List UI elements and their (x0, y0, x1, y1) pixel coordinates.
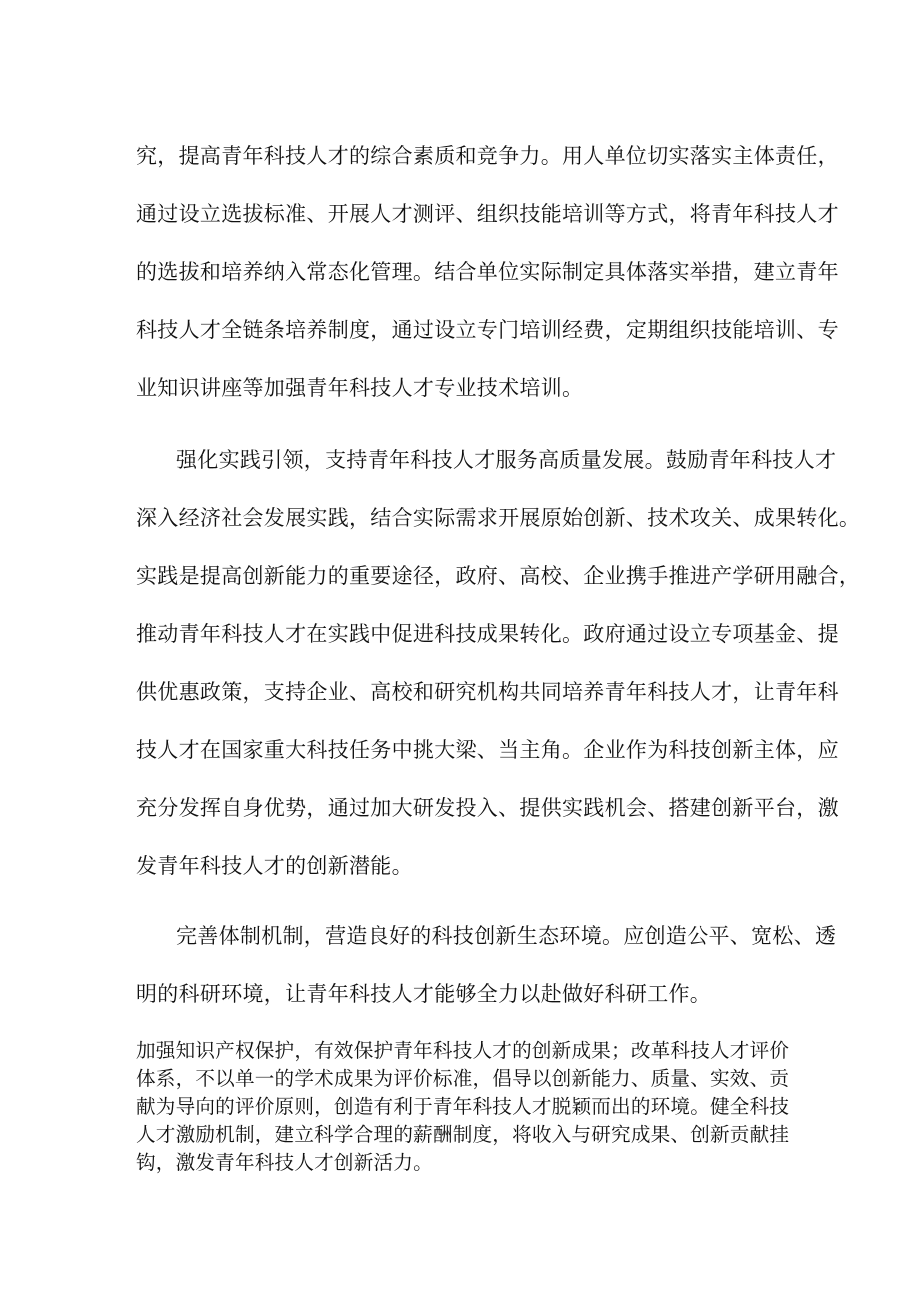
paragraph-2-line-4: 推动青年科技人才在实践中促进科技成果转化。政府通过设立专项基金、提 (136, 622, 839, 646)
paragraph-4-line-1: 加强知识产权保护，有效保护青年科技人才的创新成果；改革科技人才评价 (136, 1039, 790, 1062)
paragraph-1-line-5: 业知识讲座等加强青年科技人才专业技术培训。 (136, 376, 584, 400)
paragraph-2-line-7: 充分发挥自身优势，通过加大研发投入、提供实践机会、搭建创新平台，激 (136, 796, 839, 820)
paragraph-3-line-1: 完善体制机制，营造良好的科技创新生态环境。应创造公平、宽松、透 (176, 924, 837, 948)
paragraph-2-line-8: 发青年科技人才的创新潜能。 (136, 854, 413, 878)
paragraph-2-line-1: 强化实践引领，支持青年科技人才服务高质量发展。鼓励青年科技人才 (176, 448, 837, 472)
paragraph-2-line-5: 供优惠政策，支持企业、高校和研究机构共同培养青年科技人才，让青年科 (136, 680, 839, 704)
paragraph-4-line-3: 献为导向的评价原则，创造有利于青年科技人才脱颖而出的环境。健全科技 (136, 1095, 790, 1118)
paragraph-2-line-6: 技人才在国家重大科技任务中挑大梁、当主角。企业作为科技创新主体，应 (136, 738, 839, 762)
paragraph-2-line-3: 实践是提高创新能力的重要途径，政府、高校、企业携手推进产学研用融合， (136, 564, 861, 588)
paragraph-1-line-1: 究，提高青年科技人才的综合素质和竞争力。用人单位切实落实主体责任， (136, 144, 839, 168)
paragraph-1-line-3: 的选拔和培养纳入常态化管理。结合单位实际制定具体落实举措，建立青年 (136, 260, 839, 284)
paragraph-1-line-2: 通过设立选拔标准、开展人才测评、组织技能培训等方式，将青年科技人才 (136, 202, 839, 226)
paragraph-3-line-2: 明的科研环境，让青年科技人才能够全力以赴做好科研工作。 (136, 982, 712, 1006)
paragraph-4-line-5: 钩，激发青年科技人才创新活力。 (136, 1151, 433, 1174)
paragraph-4-line-2: 体系，不以单一的学术成果为评价标准，倡导以创新能力、质量、实效、贡 (136, 1067, 790, 1090)
paragraph-2-line-2: 深入经济社会发展实践，结合实际需求开展原始创新、技术攻关、成果转化。 (136, 506, 861, 530)
paragraph-1-line-4: 科技人才全链条培养制度，通过设立专门培训经费，定期组织技能培训、专 (136, 318, 839, 342)
paragraph-4-line-4: 人才激励机制，建立科学合理的薪酬制度，将收入与研究成果、创新贡献挂 (136, 1123, 790, 1146)
